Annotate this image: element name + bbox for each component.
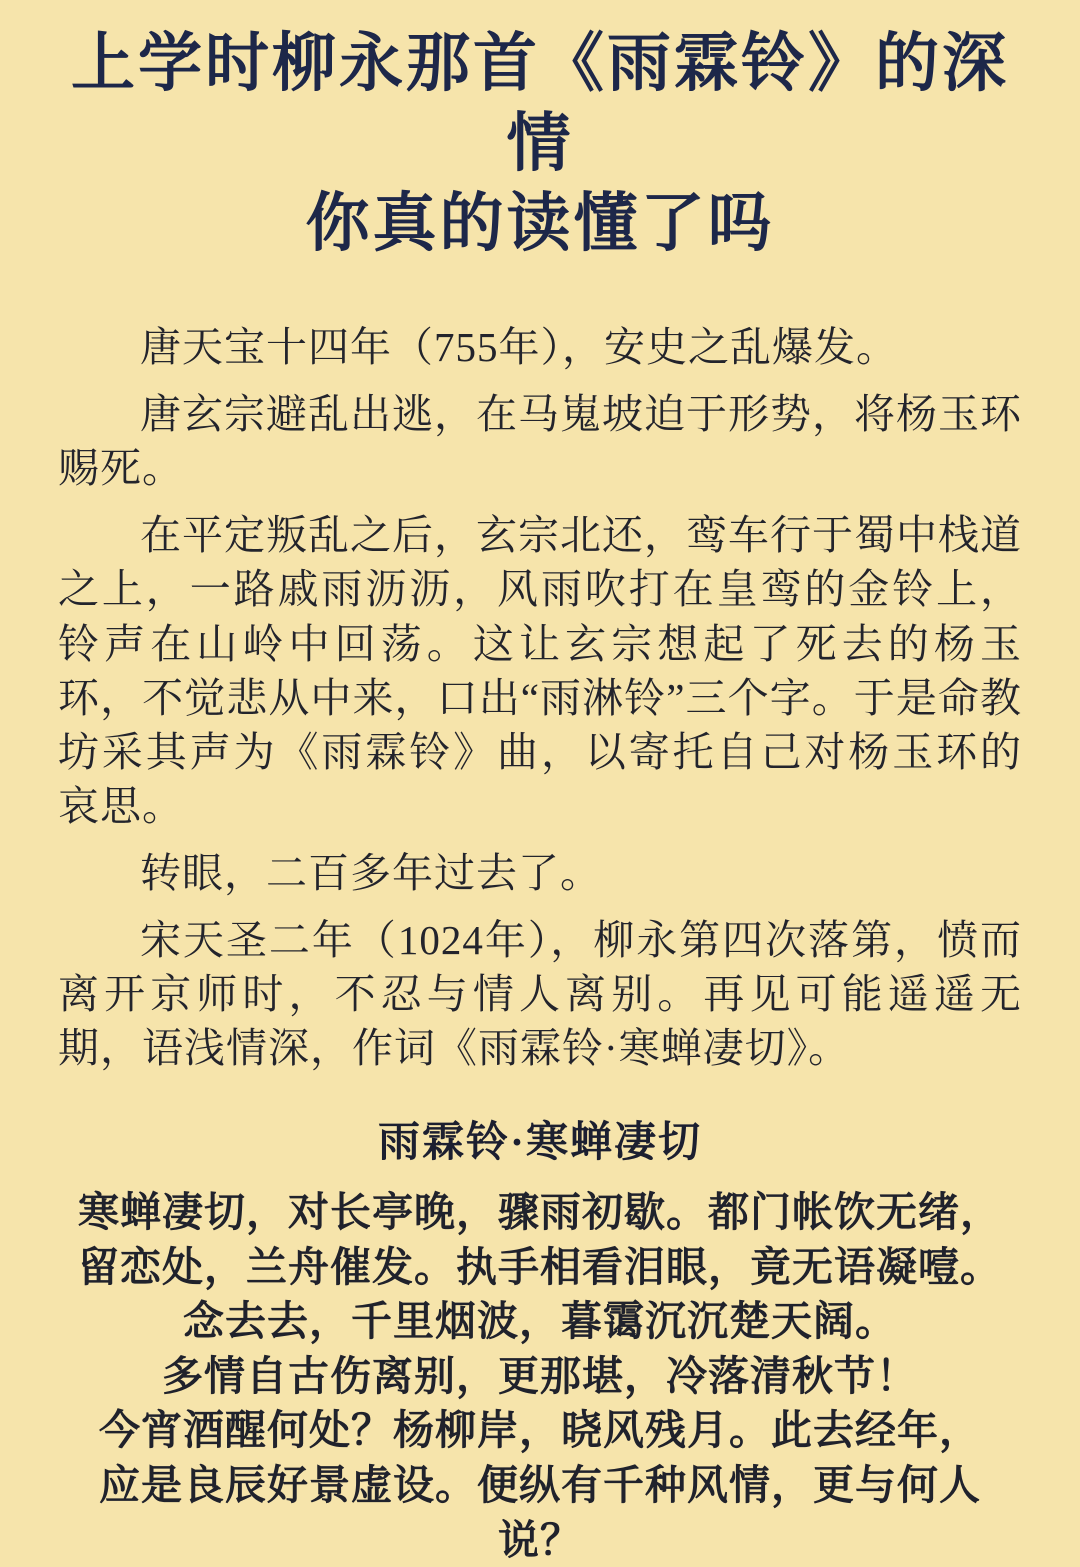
paragraph-transition: 转眼，二百多年过去了。 bbox=[140, 849, 602, 896]
paragraph-xuanzong-flee: 唐玄宗避乱出逃，在马嵬坡迫于形势，将杨玉环赐死。 bbox=[58, 391, 1022, 492]
article-title-line-1: 上学时柳永那首《雨霖铃》的深情 bbox=[71, 28, 1009, 179]
poem-line-6: 应是良辰好景虚设。便纵有千种风情，更与何人说？ bbox=[99, 1462, 981, 1563]
poem-line-4: 多情自古伤离别，更那堪，冷落清秋节！ bbox=[162, 1352, 918, 1399]
poem-line-2: 留恋处，兰舟催发。执手相看泪眼，竟无语凝噎。 bbox=[78, 1243, 1002, 1290]
poem-section bbox=[58, 1109, 1022, 1567]
poem-line-5: 今宵酒醒何处？杨柳岸，晓风残月。此去经年， bbox=[99, 1407, 981, 1454]
article-title bbox=[58, 24, 1022, 264]
poem-line-1: 寒蝉凄切，对长亭晚，骤雨初歇。都门帐饮无绪， bbox=[78, 1189, 1002, 1236]
poem-line-3: 念去去，千里烟波，暮霭沉沉楚天阔。 bbox=[183, 1298, 897, 1345]
poem-title: 雨霖铃·寒蝉凄切 bbox=[377, 1120, 702, 1167]
paragraph-history-755: 唐天宝十四年（755年），安史之乱爆发。 bbox=[140, 324, 898, 370]
article-body bbox=[58, 320, 1022, 1075]
paragraph-bells-origin: 在平定叛乱之后，玄宗北还，鸾车行于蜀中栈道之上，一路戚雨沥沥，风雨吹打在皇鸾的金铃上，铃声在山岭中回荡。这让玄宗想起了死去的杨玉环，不觉悲从中来，口出“雨淋铃”三个字。于是命教坊采其声为《雨霖铃》曲，以寄托自己对杨玉环的哀思。 bbox=[58, 512, 1022, 829]
article-title-line-2: 你真的读懂了吗 bbox=[305, 188, 775, 259]
paragraph-liuyong-1024: 宋天圣二年（1024年），柳永第四次落第，愤而离开京师时，不忍与情人离别。再见可能遥遥无期，语浅情深，作词《雨霖铃·寒蝉凄切》。 bbox=[58, 917, 1022, 1072]
